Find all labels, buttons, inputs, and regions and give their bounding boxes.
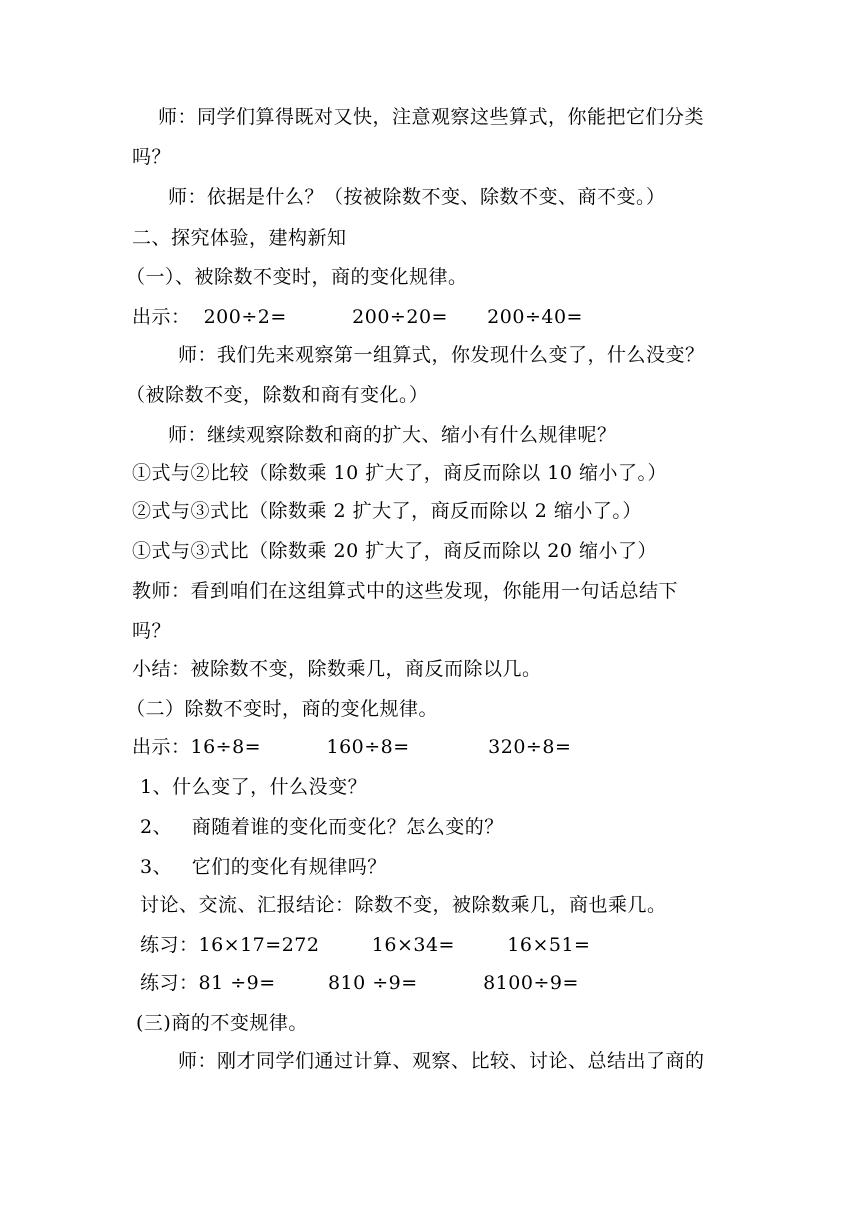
subsection-heading: （一）、被除数不变时，商的变化规律。 xyxy=(126,266,468,288)
exercise-line: 练习：16×17=272 16×34= 16×51= xyxy=(140,934,591,956)
subsection-heading: (三)商的不变规律。 xyxy=(136,1012,308,1034)
summary-line: 小结：被除数不变，除数乘几，商反而除以几。 xyxy=(132,658,542,680)
paragraph-line: 师：刚才同学们通过计算、观察、比较、讨论、总结出了商的 xyxy=(178,1050,705,1072)
question-line: 2、 商随着谁的变化而变化？怎么变的？ xyxy=(140,816,504,838)
paragraph-line: 师：同学们算得既对又快，注意观察这些算式，你能把它们分类 xyxy=(158,106,705,128)
subsection-heading: （二）除数不变时，商的变化规律。 xyxy=(126,698,439,720)
paragraph-line: ②式与③式比（除数乘 2 扩大了，商反而除以 2 缩小了。） xyxy=(132,500,642,522)
paragraph-line: 吗？ xyxy=(132,146,172,168)
paragraph-line: 师：依据是什么？（按被除数不变、除数不变、商不变。） xyxy=(168,186,666,208)
equation-line: 出示： 200÷2= 200÷20= 200÷40= xyxy=(132,306,583,328)
paragraph-line: 吗？ xyxy=(132,620,172,642)
exercise-line: 练习：81 ÷9= 810 ÷9= 8100÷9= xyxy=(140,972,579,994)
question-line: 3、 它们的变化有规律吗？ xyxy=(140,856,387,878)
paragraph-line: 教师：看到咱们在这组算式中的这些发现，你能用一句话总结下 xyxy=(132,580,679,602)
paragraph-line: 师：我们先来观察第一组算式，你发现什么变了，什么没变？ xyxy=(178,344,705,366)
equation-line: 出示：16÷8= 160÷8= 320÷8= xyxy=(132,736,572,758)
paragraph-line: ①式与③式比（除数乘 20 扩大了，商反而除以 20 缩小了） xyxy=(132,540,658,562)
paragraph-line: 讨论、交流、汇报结论：除数不变，被除数乘几，商也乘几。 xyxy=(140,894,667,916)
section-heading: 二、探究体验，建构新知 xyxy=(132,227,347,249)
paragraph-line: 师：继续观察除数和商的扩大、缩小有什么规律呢？ xyxy=(168,424,617,446)
question-line: 1、什么变了，什么没变？ xyxy=(140,776,368,798)
paragraph-line: ①式与②比较（除数乘 10 扩大了，商反而除以 10 缩小了。） xyxy=(132,462,668,484)
paragraph-line: （被除数不变，除数和商有变化。） xyxy=(126,384,429,406)
